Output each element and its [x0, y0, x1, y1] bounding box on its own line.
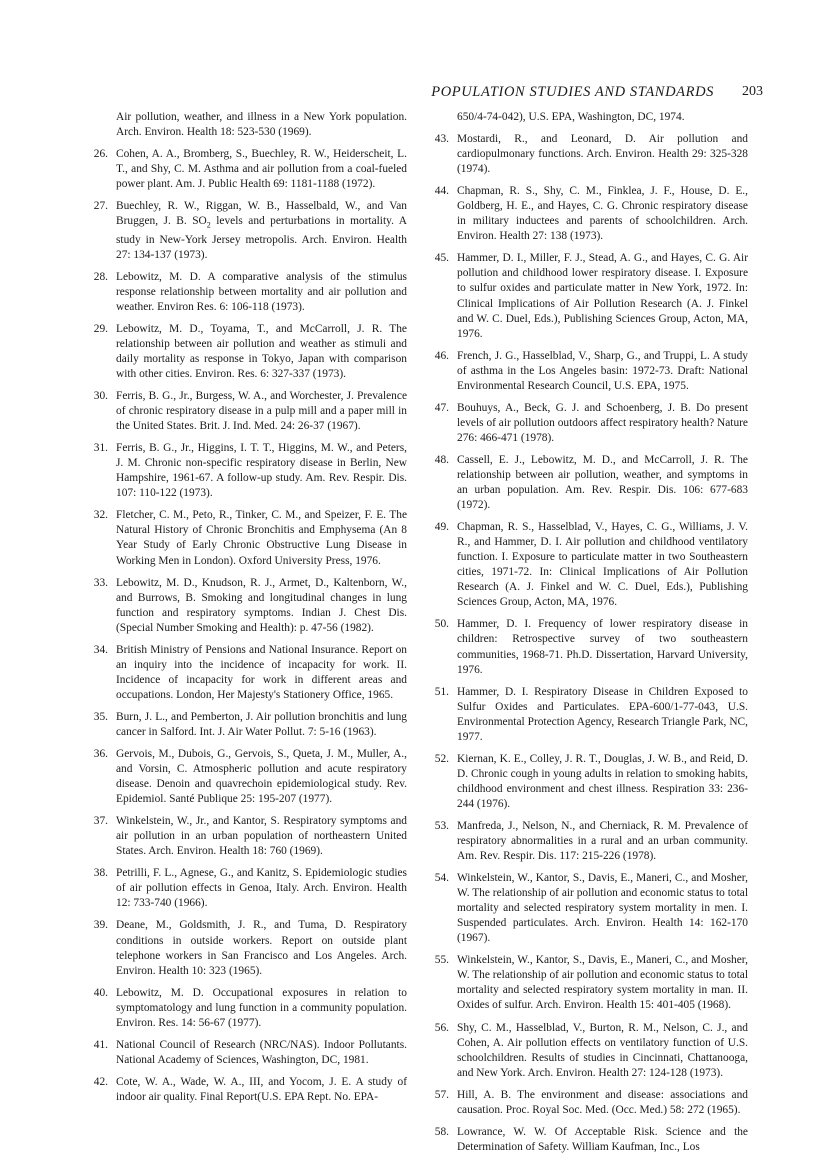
reference-number: 46. — [434, 349, 449, 362]
reference-item — [86, 1075, 407, 1105]
reference-item — [427, 184, 748, 244]
reference-item — [427, 1021, 748, 1081]
reference-number: 33. — [93, 576, 108, 589]
reference-text: Shy, C. M., Hasselblad, V., Burton, R. M., Nelson, C. J., and Cohen, A. Air pollution effects on ventilatory function of U.S. schoolchildren. Results of studies in Cincinnati, Chattanooga, and New York. Arch. Environ. Health 27: 124-128 (1973). — [457, 1021, 748, 1079]
reference-number: 58. — [434, 1125, 449, 1138]
reference-item — [86, 866, 407, 911]
right-column — [427, 110, 748, 1162]
reference-number: 28. — [93, 270, 108, 283]
reference-item — [427, 685, 748, 745]
reference-number: 40. — [93, 986, 108, 999]
reference-item — [427, 520, 748, 610]
reference-continuation: Air pollution, weather, and illness in a New York population. Arch. Environ. Health 18: 523-530 (1969). — [116, 111, 407, 139]
reference-item — [427, 953, 748, 1013]
reference-number: 56. — [434, 1021, 449, 1034]
reference-item — [86, 986, 407, 1031]
reference-item — [86, 147, 407, 192]
reference-item — [427, 453, 748, 513]
reference-text: Cote, W. A., Wade, W. A., III, and Yocom, J. E. A study of indoor air quality. Final Report(U.S. EPA Rept. No. EPA- — [116, 1075, 407, 1103]
reference-number: 44. — [434, 185, 449, 198]
reference-number: 42. — [93, 1075, 108, 1088]
reference-item — [86, 322, 407, 382]
reference-text: Lebowitz, M. D. A comparative analysis of the stimulus response relationship between mortality and air pollution and weather. Environ Res. 6: 106-118 (1973). — [116, 270, 407, 313]
reference-text: Gervois, M., Dubois, G., Gervois, S., Queta, J. M., Muller, A., and Vorsin, C. Atmospheric pollution and acute respiratory disease. Denoin and quavrechoin epidemiological study. Rev. Epidemiol. Santé Publique 25: 195-207 (1977). — [116, 748, 407, 806]
reference-number: 52. — [434, 752, 449, 765]
reference-text: Fletcher, C. M., Peto, R., Tinker, C. M., and Speizer, F. E. The Natural History of Chronic Bronchitis and Emphysema (An 8 Year Study of Early Chronic Obstructive Lung Disease in Working Men in London). Oxford University Press, 1976. — [116, 509, 407, 567]
reference-item — [86, 508, 407, 568]
reference-continuation: 650/4-74-042), U.S. EPA, Washington, DC, 1974. — [457, 111, 685, 123]
reference-text: Winkelstein, W., Kantor, S., Davis, E., Maneri, C., and Mosher, W. The relationship of air pollution and economic status to total mortality and selected respiratory system mortality in man. II. Oxides of sulfur. Arch. Environ. Health 15: 401-405 (1968). — [457, 954, 748, 1012]
reference-number: 51. — [434, 685, 449, 698]
reference-text: Manfreda, J., Nelson, N., and Cherniack, R. M. Prevalence of respiratory abnormalities in a rural and an urban community. Am. Rev. Respir. Dis. 117: 215-226 (1978). — [457, 819, 748, 863]
reference-number: 26. — [93, 148, 108, 161]
reference-text: Hammer, D. I., Miller, F. J., Stead, A. G., and Hayes, C. G. Air pollution and childhood lower respiratory disease. I. Exposure to sulfur oxides and particulate matter in New York, 1972. In: Clinical Implications of Air Pollution Research (A. J. Finkel and W. C. Duel, Eds.), Publishing Sciences Group, Acton, MA, 1976. — [457, 252, 748, 340]
reference-number: 53. — [434, 819, 449, 832]
reference-number: 39. — [93, 919, 108, 932]
page-header — [0, 84, 816, 104]
reference-text: Burn, J. L., and Pemberton, J. Air pollution bronchitis and lung cancer in Salford. Int. J. Air Water Pollut. 7: 5-16 (1963). — [116, 710, 407, 738]
reference-text: Petrilli, F. L., Agnese, G., and Kanitz, S. Epidemiologic studies of air pollution effects in Genoa, Italy. Arch. Environ. Health 12: 733-740 (1966). — [116, 867, 407, 910]
reference-number: 45. — [434, 252, 449, 265]
reference-text: Winkelstein, W., Kantor, S., Davis, E., Maneri, C., and Mosher, W. The relationship of air pollution and economic status to total mortality and selected respiratory system mortality in men. I. Suspended particulates. Arch. Environ. Health 14: 162-170 (1967). — [457, 872, 748, 945]
reference-number: 36. — [93, 748, 108, 761]
reference-text: Lebowitz, M. D., Knudson, R. J., Armet, D., Kaltenborn, W., and Burrows, B. Smoking and longitudinal changes in lung function and respiratory symptoms. Indian J. Chest Dis. (Special Number Smoking and Health): p. 47-56 (1982). — [116, 576, 407, 634]
reference-number: 31. — [93, 442, 108, 455]
reference-text: British Ministry of Pensions and National Insurance. Report on an inquiry into the incidence of incapacity for work. II. Incidence of incapacity for work in different areas and occupations. London, Her Majesty's Stationery Office, 1965. — [116, 643, 407, 701]
reference-number: 29. — [93, 322, 108, 335]
reference-text: Hammer, D. I. Respiratory Disease in Children Exposed to Sulfur Oxides and Particulates. EPA-600/1-77-043, U.S. Environmental Protection Agency, Research Triangle Park, NC, 1977. — [457, 685, 748, 743]
reference-text: French, J. G., Hasselblad, V., Sharp, G., and Truppi, L. A study of asthma in the Los Angeles basin: 1972-73. Draft: National Environmental Research Council, U.S. EPA, 1975. — [457, 349, 748, 392]
reference-number: 48. — [434, 453, 449, 466]
reference-number: 35. — [93, 710, 108, 723]
reference-number: 27. — [93, 200, 108, 213]
reference-text: Hill, A. B. The environment and disease: associations and causation. Proc. Royal Soc. Med. (Occ. Med.) 58: 272 (1965). — [457, 1088, 748, 1116]
reference-item — [427, 871, 748, 946]
reference-number: 50. — [434, 618, 449, 631]
reference-item — [427, 251, 748, 341]
reference-subscript: 2 — [206, 220, 211, 230]
reference-item — [86, 441, 407, 501]
running-title: POPULATION STUDIES AND STANDARDS — [431, 84, 714, 100]
reference-number: 30. — [93, 390, 108, 403]
reference-item — [86, 270, 407, 315]
reference-text: Lowrance, W. W. Of Acceptable Risk. Science and the Determination of Safety. William Kaufman, Inc., Los — [457, 1125, 748, 1153]
reference-text: Mostardi, R., and Leonard, D. Air pollution and cardiopulmonary functions. Arch. Environ. Health 29: 325-328 (1974). — [457, 133, 748, 176]
reference-number: 55. — [434, 954, 449, 967]
reference-item — [86, 747, 407, 807]
reference-number: 49. — [434, 521, 449, 534]
reference-number: 43. — [434, 133, 449, 146]
reference-item — [86, 1038, 407, 1068]
reference-number: 34. — [93, 643, 108, 656]
reference-number: 57. — [434, 1088, 449, 1101]
reference-text: Ferris, B. G., Jr., Higgins, I. T. T., Higgins, M. W., and Peters, J. M. Chronic non-specific respiratory disease in Berlin, New Hampshire, 1961-67. A follow-up study. Am. Rev. Respir. Dis. 107: 110-122 (1973). — [116, 442, 407, 500]
reference-text-after: levels and perturbations in mortality. A study in New-York Jersey metropolis. Arch. Environ. Health 27: 134-137 (1973). — [116, 215, 407, 261]
reference-text: National Council of Research (NRC/NAS). Indoor Pollutants. National Academy of Sciences, Washington, DC, 1981. — [116, 1038, 407, 1066]
reference-number: 47. — [434, 401, 449, 414]
reference-number: 38. — [93, 867, 108, 880]
left-column — [86, 110, 407, 1112]
reference-item — [86, 389, 407, 434]
reference-text-before: Buechley, R. W., Riggan, W. B., Hasselbald, W., and Van Bruggen, J. B. SO — [116, 200, 407, 228]
reference-text: Deane, M., Goldsmith, J. R., and Tuma, D. Respiratory conditions in outside workers. Report on outside plant telephone workers in San Francisco and Los Angeles. Arch. Environ. Health 10: 323 (1965). — [116, 919, 407, 977]
reference-number: 32. — [93, 509, 108, 522]
reference-item — [427, 752, 748, 812]
page-number: 203 — [742, 84, 763, 99]
reference-text: Chapman, R. S., Shy, C. M., Finklea, J. F., House, D. E., Goldberg, H. E., and Hayes, C. G. Chronic respiratory disease in military inductees and parents of schoolchildren. Arch. Environ. Health 27: 138 (1973). — [457, 185, 748, 243]
reference-item — [86, 710, 407, 740]
reference-item — [427, 349, 748, 394]
reference-item — [86, 918, 407, 978]
reference-item — [86, 576, 407, 636]
reference-item — [427, 1088, 748, 1118]
reference-item — [427, 819, 748, 864]
reference-text: Winkelstein, W., Jr., and Kantor, S. Respiratory symptoms and air pollution in an urban population of northeastern United States. Arch. Environ. Health 18: 760 (1969). — [116, 815, 407, 858]
reference-item — [86, 814, 407, 859]
reference-item — [427, 1125, 748, 1155]
reference-item — [427, 132, 748, 177]
reference-text: Lebowitz, M. D. Occupational exposures in relation to symptomatology and lung function in a community population. Environ. Res. 14: 56-67 (1977). — [116, 986, 407, 1029]
reference-text: Hammer, D. I. Frequency of lower respiratory disease in children: Retrospective survey of two southeastern communities, 1968-71. Ph.D. Dissertation, Harvard University, 1976. — [457, 618, 748, 676]
reference-text: Bouhuys, A., Beck, G. J. and Schoenberg, J. B. Do present levels of air pollution outdoors affect respiratory health? Nature 276: 466-471 (1978). — [457, 401, 748, 444]
reference-number: 41. — [93, 1038, 108, 1051]
reference-text: Lebowitz, M. D., Toyama, T., and McCarroll, J. R. The relationship between air pollution and weather as stimuli and daily mortality as response in Tokyo, Japan with comparison with other cities. Environ. Res. 6: 327-337 (1973). — [116, 322, 407, 380]
reference-text: Kiernan, K. E., Colley, J. R. T., Douglas, J. W. B., and Reid, D. D. Chronic cough in young adults in relation to smoking habits, childhood environment and chest illness. Respiration 33: 236-244 (1976). — [457, 752, 748, 810]
reference-number: 54. — [434, 872, 449, 885]
reference-number: 37. — [93, 815, 108, 828]
reference-text: Ferris, B. G., Jr., Burgess, W. A., and Worchester, J. Prevalence of chronic respiratory disease in a pulp mill and a paper mill in the United States. Brit. J. Ind. Med. 24: 26-37 (1967). — [116, 390, 407, 433]
reference-text: Chapman, R. S., Hasselblad, V., Hayes, C. G., Williams, J. V. R., and Hammer, D. I. Air pollution and childhood ventilatory function. I. Exposure to particulate matter in two Southeastern cities, 1971-72. In: Clinical Implications of Air Pollution Research (A. J. Finkel and W. C. Duel, Eds.), Publishing Sciences Group, Acton, MA, 1976. — [457, 521, 748, 609]
reference-item — [427, 401, 748, 446]
reference-text: Cassell, E. J., Lebowitz, M. D., and McCarroll, J. R. The relationship between air pollution, weather, and symptoms in an urban population. Am. Rev. Respir. Dis. 106: 677-683 (1972). — [457, 453, 748, 512]
reference-item — [86, 199, 407, 262]
reference-text: Cohen, A. A., Bromberg, S., Buechley, R. W., Heiderscheit, L. T., and Shy, C. M. Asthma and air pollution from a coal-fueled power plant. Am. J. Public Health 69: 1181-1188 (1972). — [116, 148, 407, 191]
reference-item — [427, 617, 748, 677]
reference-item — [86, 643, 407, 703]
